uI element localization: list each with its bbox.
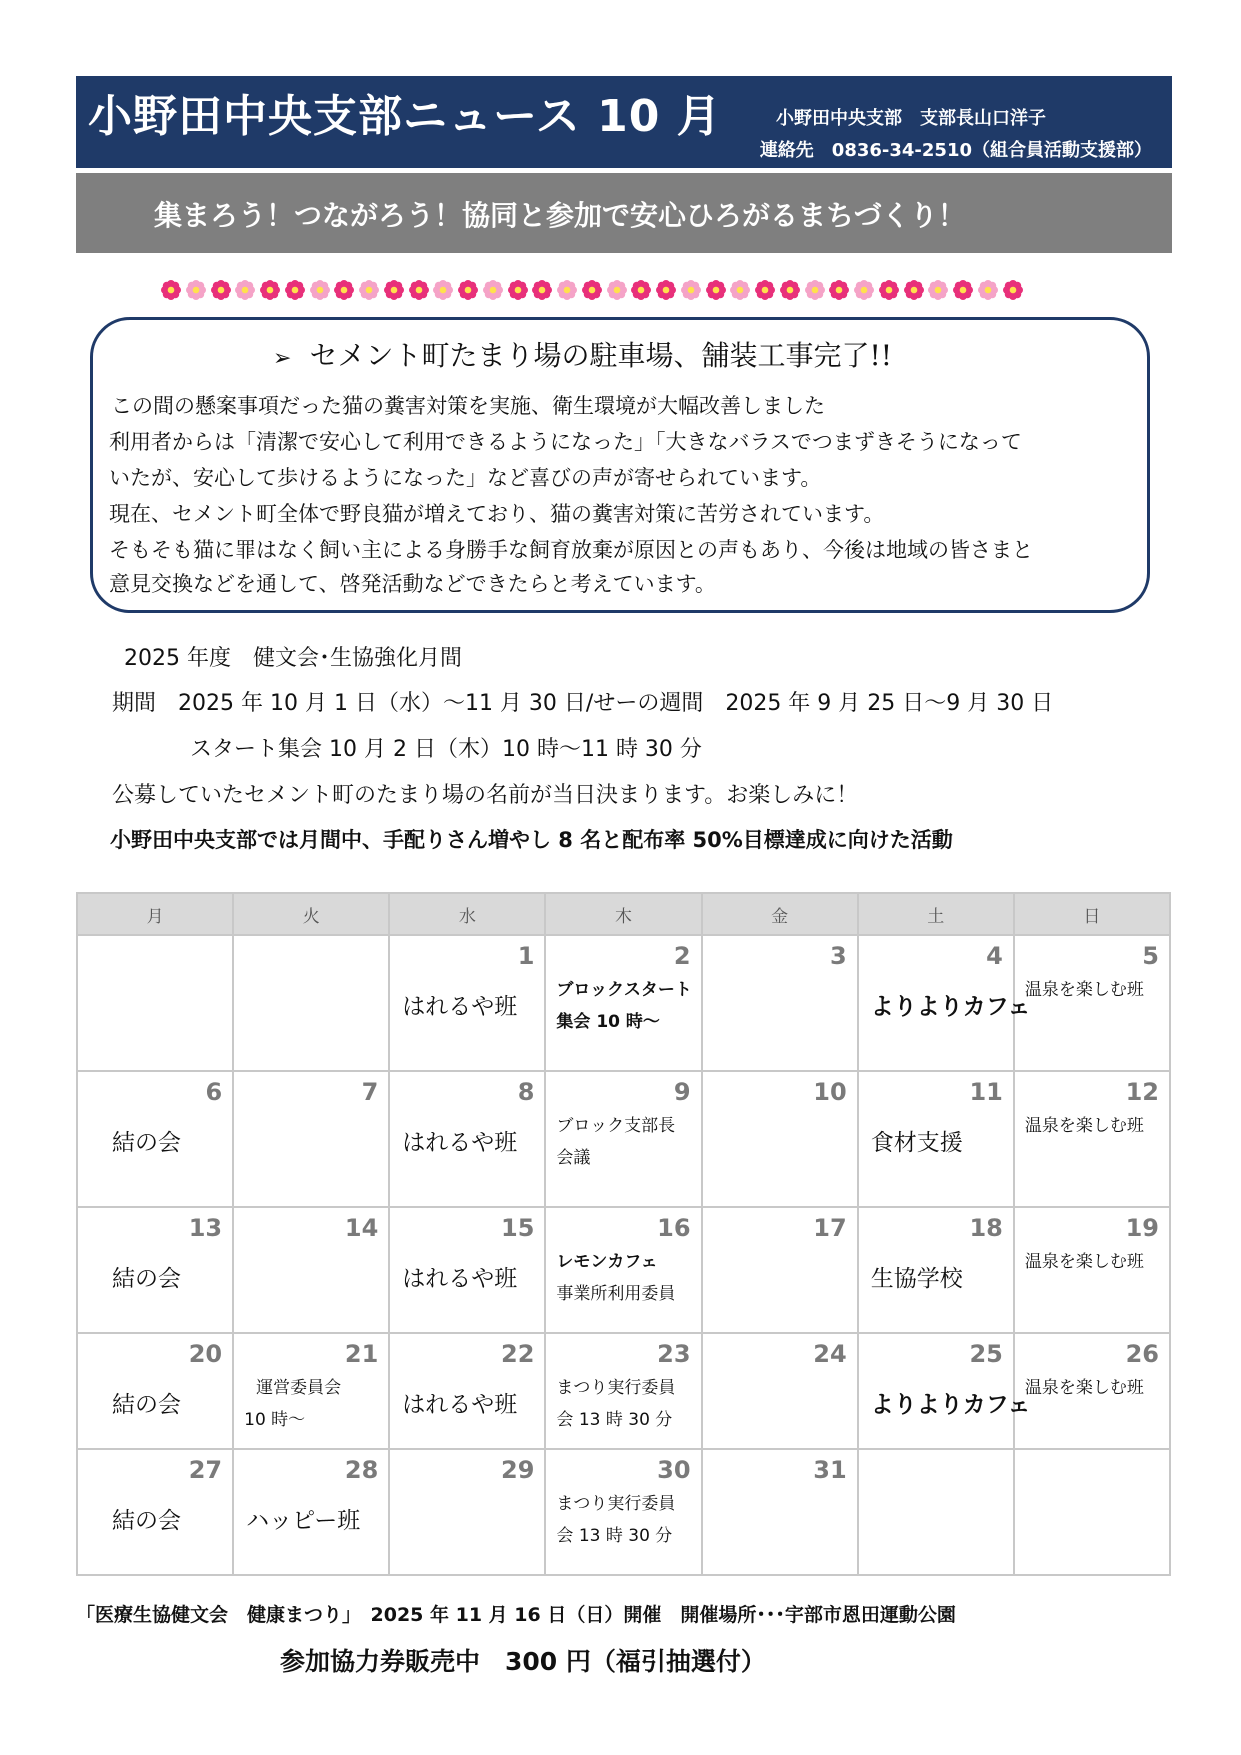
day-number: 5 [1142,942,1159,970]
calendar-day-cell [389,1449,545,1575]
day-number: 19 [1125,1214,1159,1242]
flower-icon [779,279,801,301]
calendar-day-cell [77,1449,233,1575]
calendar-day-cell [233,1207,389,1333]
campaign-period: 期間 2025 年 10 月 1 日（水）〜11 月 30 日/せーの週間 2025 年 9 月 25 日〜9 月 30 日 [112,691,1054,716]
day-number: 15 [501,1214,535,1242]
day-number: 8 [517,1078,535,1106]
flower-icon [853,279,875,301]
calendar-event: 会 13 時 30 分 [556,1526,673,1546]
flower-icon [878,279,900,301]
day-number: 2 [673,942,691,970]
calendar-event: 温泉を楽しむ班 [1024,1252,1144,1272]
calendar-day-cell [545,1333,701,1449]
day-number: 11 [969,1078,1003,1106]
flower-icon [977,279,999,301]
calendar-day-cell [1014,1333,1170,1449]
flower-icon [531,279,553,301]
day-number: 3 [830,942,847,970]
day-number: 9 [673,1078,691,1106]
day-number: 10 [813,1078,847,1106]
newsletter-title: 小野田中央支部ニュース 10 月 [88,91,722,142]
calendar-event: まつり実行委員 [556,1494,676,1514]
flower-icon [828,279,850,301]
flower-icon [210,279,232,301]
calendar-day-cell [858,935,1031,1071]
day-number: 30 [657,1456,691,1484]
weekday-header: 木 [545,893,701,935]
day-number: 28 [344,1456,379,1484]
slogan-banner [76,173,1172,253]
calendar-event: 温泉を楽しむ班 [1024,1378,1144,1398]
calendar-day-cell [77,1333,233,1449]
weekday-header: 水 [389,893,545,935]
flower-icon [408,279,430,301]
day-number: 26 [1125,1340,1159,1368]
calendar-day-cell [233,1333,389,1449]
calendar-day-cell [702,1333,858,1449]
calendar-day-cell [389,1333,545,1449]
flower-icon [333,279,355,301]
flower-icon [309,279,331,301]
day-number: 12 [1125,1078,1159,1106]
day-number: 23 [657,1340,691,1368]
flower-icon [705,279,727,301]
calendar-event: 結の会 [112,1508,181,1534]
campaign-goal: 小野田中央支部では月間中、手配りさん増やし 8 名と配布率 50%目標達成に向けた活動 [110,828,953,852]
flower-icon [1002,279,1024,301]
calendar-event: 食材支援 [870,1130,963,1156]
calendar-event: ハッピー班 [246,1508,361,1534]
calendar-day-cell [233,1071,389,1207]
calendar-day-cell [77,1071,233,1207]
flower-icon [903,279,925,301]
calendar-day-cell [702,1207,858,1333]
campaign-title: 2025 年度 健文会･生協強化月間 [124,646,462,671]
calendar-event: はれるや班 [402,1266,518,1292]
day-number: 4 [986,942,1003,970]
festival-info: 「医療生協健文会 健康まつり」 2025 年 11 月 16 日（日）開催 開催場所･･･宇部市恩田運動公園 [76,1604,956,1626]
calendar-week-row [77,1449,1170,1575]
calendar-event: はれるや班 [402,1392,518,1418]
notice-line: 現在、セメント町全体で野良猫が増えており、猫の糞害対策に苦労されています。 [109,502,885,526]
day-number: 29 [501,1456,535,1484]
calendar-day-cell [1014,1207,1170,1333]
calendar-week-row [77,1333,1170,1449]
calendar-event: まつり実行委員 [556,1378,676,1398]
notice-line: 意見交換などを通して、啓発活動などできたらと考えています。 [109,572,716,596]
day-number: 17 [813,1214,847,1242]
flower-icon [680,279,702,301]
flower-icon [655,279,677,301]
calendar-day-cell [545,1449,701,1575]
notice-heading-text: セメント町たまり場の駐車場、舗装工事完了!! [309,339,892,372]
day-number: 13 [188,1214,223,1242]
day-number: 25 [969,1340,1003,1368]
flower-icon [185,279,207,301]
calendar-day-cell [77,935,233,1071]
calendar-day-cell [858,1449,1014,1575]
notice-line: そもそも猫に罪はなく飼い主による身勝手な飼育放棄が原因との声もあり、今後は地域の皆さまと [109,538,1033,562]
notice-line: 利用者からは「清潔で安心して利用できるようになった」「大きなバラスでつまずきそうになって [109,430,1022,454]
calendar-event: 生協学校 [870,1266,963,1292]
flower-border [160,276,1024,304]
flower-icon [160,279,182,301]
calendar-day-cell [1014,1449,1170,1575]
calendar-day-cell [702,935,858,1071]
flower-icon [507,279,529,301]
notice-line: この間の懸案事項だった猫の糞害対策を実施、衛生環境が大幅改善しました [111,394,825,418]
calendar-day-cell [858,1333,1031,1449]
notice-line: いたが、安心して歩けるようになった」など喜びの声が寄せられています。 [109,466,822,490]
flower-icon [284,279,306,301]
calendar-event: 結の会 [112,1392,181,1418]
calendar-day-cell [702,1071,858,1207]
day-number: 31 [813,1456,847,1484]
calendar-event: レモンカフェ [556,1252,658,1272]
flower-icon [754,279,776,301]
flower-icon [581,279,603,301]
calendar-event: 温泉を楽しむ班 [1024,980,1144,1000]
calendar-event: 10 時〜 [244,1410,306,1430]
contact-info: 連絡先 0836-34-2510（組合員活動支援部） [759,140,1152,161]
arrow-bullet-icon: ➢ [273,346,292,371]
day-number: 27 [188,1456,223,1484]
flower-icon [729,279,751,301]
day-number: 7 [361,1078,379,1106]
slogan-text: 集まろう！つながろう！協同と参加で安心ひろがるまちづくり！ [154,199,966,232]
flower-icon [432,279,454,301]
ticket-info: 参加協力券販売中 300 円（福引抽選付） [280,1647,766,1676]
calendar-event: 事業所利用委員 [556,1284,676,1304]
flower-icon [606,279,628,301]
weekday-header: 日 [1014,893,1170,935]
calendar-day-cell [545,935,701,1071]
naming-announcement: 公募していたセメント町のたまり場の名前が当日決まります。お楽しみに！ [112,783,859,808]
notice-box [90,317,1150,613]
calendar-day-cell [389,1207,545,1333]
calendar-table [76,892,1171,1576]
calendar-day-cell [233,1449,389,1575]
notice-heading [273,334,892,374]
calendar-event: 結の会 [112,1130,181,1156]
flower-icon [804,279,826,301]
day-number: 14 [344,1214,379,1242]
flower-icon [556,279,578,301]
calendar-day-cell [233,935,389,1071]
calendar-week-row [77,1071,1170,1207]
calendar-event: よりよりカフェ [870,994,1031,1020]
weekday-header: 火 [233,893,389,935]
calendar-event: はれるや班 [402,994,518,1020]
flower-icon [482,279,504,301]
weekday-header-row [77,893,1170,935]
day-number: 24 [813,1340,847,1368]
calendar-event: よりよりカフェ [870,1392,1031,1418]
calendar-day-cell [545,1071,701,1207]
day-number: 21 [344,1340,379,1368]
calendar-day-cell [1014,1071,1170,1207]
calendar-day-cell [1014,935,1170,1071]
header-banner [76,76,1172,168]
calendar-day-cell [702,1449,858,1575]
flower-icon [383,279,405,301]
flower-icon [952,279,974,301]
calendar-day-cell [77,1207,233,1333]
day-number: 16 [657,1214,691,1242]
flower-icon [358,279,380,301]
calendar-event: ブロック支部長 [556,1116,676,1136]
calendar-day-cell [389,1071,545,1207]
calendar-week-row [77,935,1170,1071]
day-number: 1 [517,942,535,970]
start-meeting: スタート集会 10 月 2 日（木）10 時〜11 時 30 分 [190,737,702,762]
calendar-event: はれるや班 [402,1130,518,1156]
calendar-event: 温泉を楽しむ班 [1024,1116,1144,1136]
calendar-day-cell [858,1071,1014,1207]
calendar-event: 集会 10 時〜 [556,1012,660,1032]
branch-leader: 小野田中央支部 支部長山口洋子 [776,108,1046,129]
flower-icon [259,279,281,301]
day-number: 18 [969,1214,1003,1242]
flower-icon [234,279,256,301]
calendar-event: 運営委員会 [256,1378,342,1398]
weekday-header: 月 [77,893,233,935]
flower-icon [927,279,949,301]
flower-icon [457,279,479,301]
calendar-day-cell [858,1207,1014,1333]
flower-icon [630,279,652,301]
calendar-event: 会 13 時 30 分 [556,1410,673,1430]
calendar-day-cell [389,935,545,1071]
day-number: 20 [188,1340,223,1368]
calendar-event: 結の会 [112,1266,181,1292]
day-number: 6 [205,1078,223,1106]
weekday-header: 土 [858,893,1014,935]
calendar-event: 会議 [556,1148,591,1168]
calendar-event: ブロックスタート [556,980,692,1000]
calendar-week-row [77,1207,1170,1333]
day-number: 22 [501,1340,535,1368]
weekday-header: 金 [702,893,858,935]
calendar-day-cell [545,1207,701,1333]
